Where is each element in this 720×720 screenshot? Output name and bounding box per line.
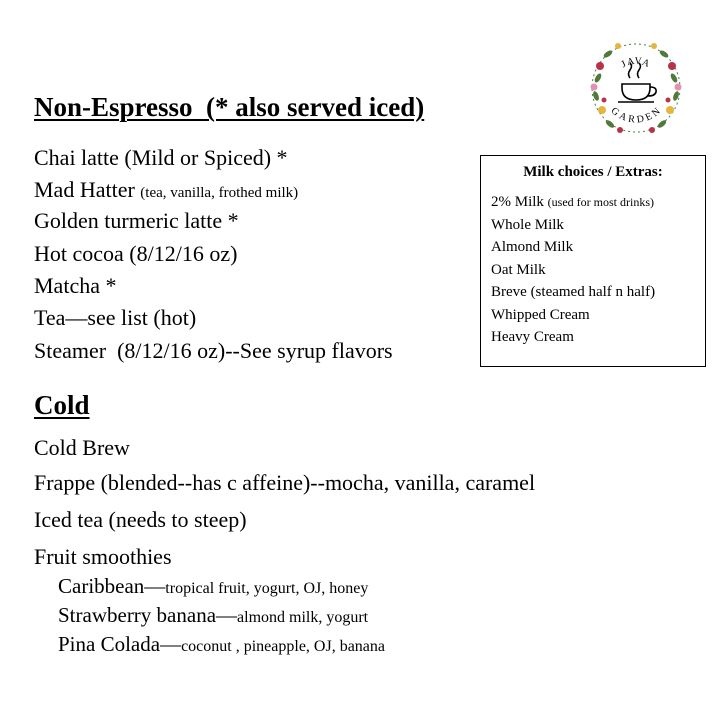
smoothie-strawberry-banana	[58, 602, 368, 631]
smoothie-name: Caribbean—	[58, 574, 166, 598]
milk-item	[491, 236, 705, 259]
smoothie-pina-colada	[58, 631, 385, 660]
item-name: Matcha *	[34, 273, 117, 298]
menu-item-mad-hatter	[34, 177, 298, 206]
milk-choices-box	[480, 155, 706, 367]
cold-heading: Cold	[34, 390, 90, 420]
smoothie-name: Pina Colada—	[58, 632, 182, 656]
item-name: Tea—see list (hot)	[34, 305, 197, 330]
milk-item-name: Breve (steamed half n half)	[491, 284, 656, 300]
menu-item-steamer	[34, 338, 393, 364]
item-name: Steamer (8/12/16 oz)--See syrup flavors	[34, 338, 393, 363]
item-name: Mad Hatter	[34, 177, 141, 202]
logo-text-top: JAVA	[619, 55, 653, 71]
milk-item	[491, 214, 705, 237]
coffee-cup-icon	[618, 63, 656, 102]
menu-item-chai-latte	[34, 145, 288, 171]
smoothie-desc: coconut , pineapple, OJ, banana	[181, 638, 386, 655]
menu-item-frappe: Frappe (blended--has c affeine)--mocha, vanilla, caramel	[34, 470, 536, 495]
milk-item-name: 2% Milk	[491, 194, 548, 210]
milk-item	[491, 259, 705, 282]
milk-item	[491, 326, 705, 349]
logo-text-bottom: GARDEN	[608, 105, 664, 126]
menu-item-matcha	[34, 273, 116, 299]
milk-item	[491, 281, 705, 304]
smoothie-desc: tropical fruit, yogurt, OJ, honey	[165, 580, 369, 597]
milk-item	[491, 191, 705, 214]
milk-item-name: Heavy Cream	[491, 329, 574, 345]
milk-item-name: Whipped Cream	[491, 306, 590, 323]
milk-item	[491, 304, 705, 327]
milk-item-note: (used for most drinks)	[547, 195, 654, 209]
menu-item-iced-tea: Iced tea (needs to steep)	[34, 507, 247, 532]
milk-list	[491, 191, 705, 349]
java-garden-logo	[586, 38, 686, 138]
smoothie-caribbean	[58, 573, 368, 602]
milk-item-name: Almond Milk	[491, 239, 574, 255]
menu-item-hot-cocoa	[34, 241, 237, 267]
milk-item-name: Oat Milk	[491, 261, 546, 278]
menu-item-fruit-smoothies: Fruit smoothies	[34, 544, 172, 569]
item-name: Chai latte (Mild or Spiced) *	[34, 145, 288, 170]
menu-item-tea	[34, 305, 196, 331]
menu-item-golden-turmeric	[34, 208, 239, 234]
item-note: (tea, vanilla, frothed milk)	[140, 185, 299, 201]
item-name: Golden turmeric latte *	[34, 208, 239, 233]
menu-item-cold-brew: Cold Brew	[34, 435, 130, 460]
item-name: Hot cocoa (8/12/16 oz)	[34, 241, 238, 266]
smoothie-name: Strawberry banana—	[58, 603, 238, 627]
milk-box-title: Milk choices / Extras:	[523, 164, 663, 180]
milk-item-name: Whole Milk	[491, 216, 564, 233]
smoothie-desc: almond milk, yogurt	[237, 609, 369, 626]
non-espresso-heading: Non-Espresso (* also served iced)	[34, 92, 425, 122]
